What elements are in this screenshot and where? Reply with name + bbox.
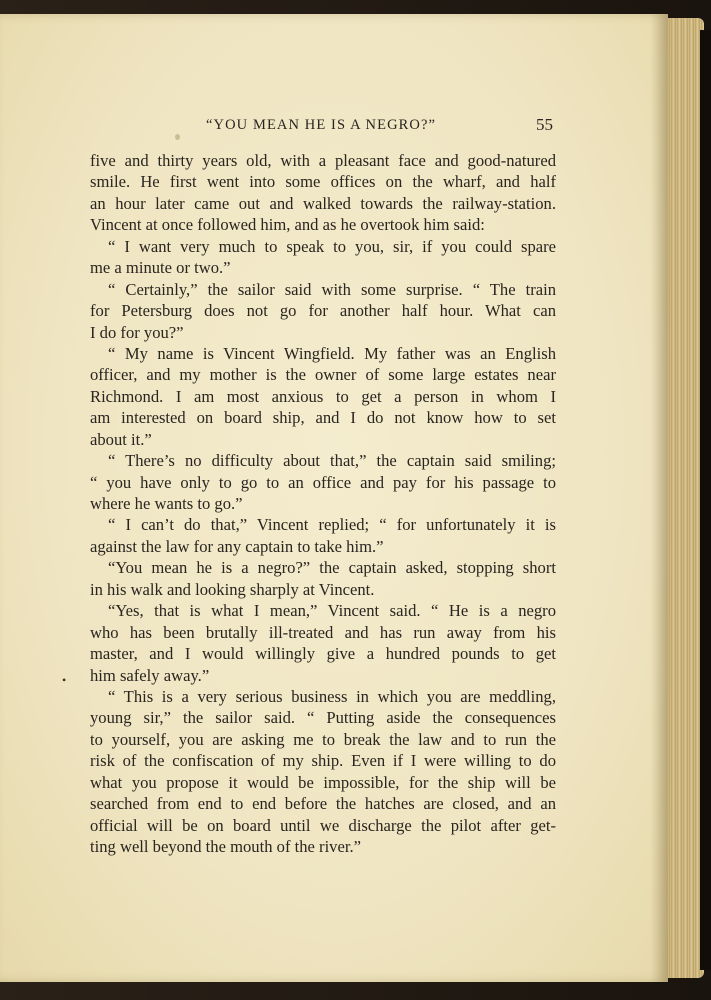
text-line: am interested on board ship, and I do not know how to set <box>90 408 556 428</box>
text-line: “ There’s no difficulty about that,” the captain said smiling; <box>108 451 556 471</box>
text-line: smile. He first went into some offices on the wharf, and half <box>90 172 556 192</box>
text-line: searched from end to end before the hatches are closed, and an <box>90 794 556 814</box>
text-line: official will be on board until we discharge the pilot after get- <box>90 815 556 835</box>
text-line: to yourself, you are asking me to break the law and to run the <box>90 729 556 749</box>
text-line: Richmond. I am most anxious to get a person in whom I <box>90 386 556 406</box>
running-head <box>90 117 560 141</box>
page-curl-shadow <box>650 14 668 982</box>
text-line: “ you have only to go to an office and pay for his passage to <box>90 472 556 492</box>
text-line: for Petersburg does not go for another half hour. What can <box>90 301 556 321</box>
text-line: “ This is a very serious business in which you are meddling, <box>108 686 556 706</box>
text-line: Vincent at once followed him, and as he overtook him said: <box>90 215 485 235</box>
margin-mark: • <box>62 673 67 687</box>
running-title: “YOU MEAN HE IS A NEGRO?” <box>206 117 437 133</box>
text-line: young sir,” the sailor said. “ Putting aside the consequences <box>90 708 556 728</box>
text-line: “ I want very much to speak to you, sir, if you could spare <box>108 236 556 256</box>
text-line: officer, and my mother is the owner of some large estates near <box>90 365 556 385</box>
text-line: about it.” <box>90 429 152 449</box>
text-line: “ I can’t do that,” Vincent replied; “ for unfortunately it is <box>108 515 556 535</box>
text-line: “ My name is Vincent Wingfield. My father was an English <box>108 343 556 363</box>
text-line: “Yes, that is what I mean,” Vincent said. “ He is a negro <box>108 601 556 621</box>
binding-shadow <box>700 30 711 970</box>
text-line: an hour later came out and walked towards the railway-station. <box>90 193 556 213</box>
text-line: ting well beyond the mouth of the river.” <box>90 837 361 856</box>
text-line: what you propose it would be impossible, for the ship will be <box>90 772 556 792</box>
page-number: 55 <box>536 115 553 134</box>
text-line: master, and I would willingly give a hundred pounds to get <box>90 644 556 664</box>
text-line: in his walk and looking sharply at Vincent. <box>90 579 375 599</box>
text-line: where he wants to go.” <box>90 494 243 513</box>
text-line: against the law for any captain to take him.” <box>90 536 384 556</box>
text-line: “You mean he is a negro?” the captain asked, stopping short <box>108 558 556 578</box>
text-line: “ Certainly,” the sailor said with some surprise. “ The train <box>108 279 556 299</box>
text-line: five and thirty years old, with a pleasant face and good-natured <box>90 151 556 170</box>
body-text <box>90 150 556 857</box>
text-line: who has been brutally ill-treated and has run away from his <box>90 622 556 642</box>
text-line: him safely away.” <box>90 665 210 685</box>
text-line: I do for you?” <box>90 322 184 342</box>
text-line: risk of the confiscation of my ship. Even if I were willing to do <box>90 751 556 771</box>
text-line: me a minute or two.” <box>90 258 231 278</box>
